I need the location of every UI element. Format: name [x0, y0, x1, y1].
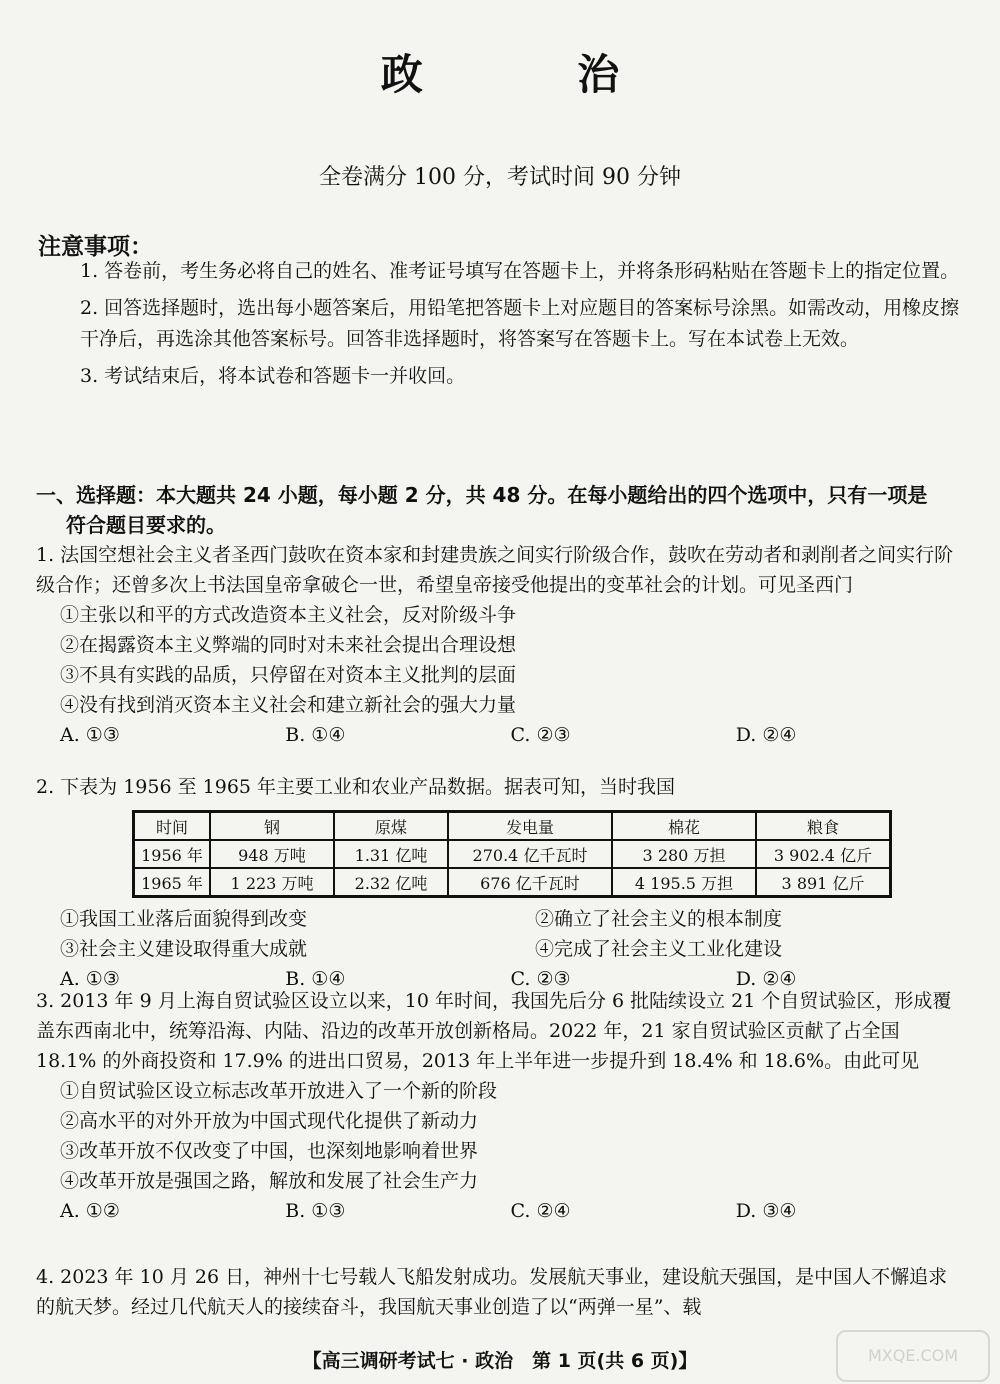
section-heading [36, 480, 966, 540]
exam-info: 全卷满分 100 分，考试时间 90 分钟 [319, 165, 681, 190]
table-header: 粮食 [756, 812, 891, 841]
statement-option: ①自贸试验区设立标志改革开放进入了一个新的阶段 [60, 1080, 498, 1102]
notice-item-3: 3. 考试结束后，将本试卷和答题卡一并收回。 [80, 365, 466, 387]
choice-b: B. ①④ [285, 724, 346, 746]
page-footer: 【高三调研考试七 · 政治 第 1 页(共 6 页)】 [302, 1350, 698, 1372]
statement-option: ③改革开放不仅改变了中国，也深刻地影响着世界 [60, 1140, 479, 1162]
statement-option: ②在揭露资本主义弊端的同时对未来社会提出合理设想 [60, 634, 517, 656]
answer-choices [36, 720, 961, 750]
notice-item-1: 1. 答卷前，考生务必将自己的姓名、准考证号填写在答题卡上，并将条形码粘贴在答题卡上的指定位置。 [80, 260, 960, 282]
statement-option: ①主张以和平的方式改造资本主义社会，反对阶级斗争 [60, 604, 517, 626]
page-title: 政 治 [380, 50, 690, 99]
question-stem: 2. 下表为 1956 至 1965 年主要工业和农业产品数据。据表可知，当时我国 [36, 776, 676, 798]
statement-options [36, 904, 961, 964]
statement-option: ②确立了社会主义的根本制度 [535, 908, 783, 930]
choice-d: D. ②④ [735, 968, 797, 990]
question-1 [36, 540, 961, 750]
table-header: 钢 [210, 812, 334, 841]
answer-choices [36, 1196, 961, 1226]
table-header: 发电量 [448, 812, 612, 841]
table-cell: 270.4 亿千瓦时 [448, 840, 612, 868]
statement-option: ③不具有实践的品质，只停留在对资本主义批判的层面 [60, 664, 517, 686]
choice-c: C. ②③ [510, 968, 571, 990]
notice-list [80, 256, 960, 398]
statement-option: ①我国工业落后面貌得到改变 [60, 908, 308, 930]
choice-a: A. ①② [60, 1200, 120, 1222]
choice-c: C. ②③ [510, 724, 571, 746]
table-header: 时间 [134, 812, 211, 841]
table-cell: 1 223 万吨 [210, 868, 334, 897]
statement-option: ④没有找到消灭资本主义社会和建立新社会的强大力量 [60, 694, 517, 716]
table-cell: 3 902.4 亿斤 [756, 840, 891, 868]
choice-b: B. ①③ [285, 1200, 346, 1222]
notice-heading: 注意事项： [38, 234, 153, 260]
statement-option: ④改革开放是强国之路，解放和发展了社会生产力 [60, 1170, 479, 1192]
question-stem: 3. 2013 年 9 月上海自贸试验区设立以来，10 年时间，我国先后分 6 批陆续设立 21 个自贸试验区，形成覆盖东西南北中，统筹沿海、内陆、沿边的改革开放创新格局。2022 年，21 家自贸试验区贡献了占全国 18.1% 的外商投资和 17.9% 的进出口贸易，2013 年上半年进一步提升到 18.4% 和 18.6%。由此可见 [36, 990, 952, 1072]
statement-option: ③社会主义建设取得重大成就 [60, 938, 308, 960]
statement-option: ②高水平的对外开放为中国式现代化提供了新动力 [60, 1110, 479, 1132]
table-cell: 3 280 万担 [612, 840, 756, 868]
table-header: 原煤 [334, 812, 448, 841]
table-cell: 676 亿千瓦时 [448, 868, 612, 897]
choice-d: D. ③④ [735, 1200, 797, 1222]
choice-a: A. ①③ [60, 968, 120, 990]
choice-d: D. ②④ [735, 724, 797, 746]
section-heading-line2: 符合题目要求的。 [66, 513, 226, 537]
table-header: 棉花 [612, 812, 756, 841]
table-header-row [134, 812, 891, 841]
question-stem: 4. 2023 年 10 月 26 日，神州十七号载人飞船发射成功。发展航天事业，建设航天强国，是中国人不懈追求的航天梦。经过几代航天人的接续奋斗，我国航天事业创造了以“两弹一星”、载 [36, 1266, 948, 1318]
table-row [134, 840, 891, 868]
notice-item-2: 2. 回答选择题时，选出每小题答案后，用铅笔把答题卡上对应题目的答案标号涂黑。如需改动，用橡皮擦干净后，再选涂其他答案标号。回答非选择题时，将答案写在答题卡上。写在本试卷上无效。 [80, 297, 960, 350]
question-3 [36, 986, 961, 1226]
table-cell: 2.32 亿吨 [334, 868, 448, 897]
table-cell: 1.31 亿吨 [334, 840, 448, 868]
choice-b: B. ①④ [285, 968, 346, 990]
question-4 [36, 1262, 961, 1322]
table-cell: 3 891 亿斤 [756, 868, 891, 897]
table-cell: 1956 年 [134, 840, 211, 868]
choice-a: A. ①③ [60, 724, 120, 746]
section-heading-line1: 一、选择题：本大题共 24 小题，每小题 2 分，共 48 分。在每小题给出的四个选项中，只有一项是 [36, 483, 928, 507]
question-2 [36, 772, 961, 994]
table-row [134, 868, 891, 897]
question-stem: 1. 法国空想社会主义者圣西门鼓吹在资本家和封建贵族之间实行阶级合作，鼓吹在劳动者和剥削者之间实行阶级合作；还曾多次上书法国皇帝拿破仑一世，希望皇帝接受他提出的变革社会的计划。可见圣西门 [36, 544, 954, 596]
data-table [132, 810, 892, 898]
table-cell: 948 万吨 [210, 840, 334, 868]
watermark-logo: MXQE.COM [836, 1330, 990, 1382]
table-cell: 4 195.5 万担 [612, 868, 756, 897]
statement-option: ④完成了社会主义工业化建设 [535, 938, 783, 960]
table-cell: 1965 年 [134, 868, 211, 897]
choice-c: C. ②④ [510, 1200, 571, 1222]
